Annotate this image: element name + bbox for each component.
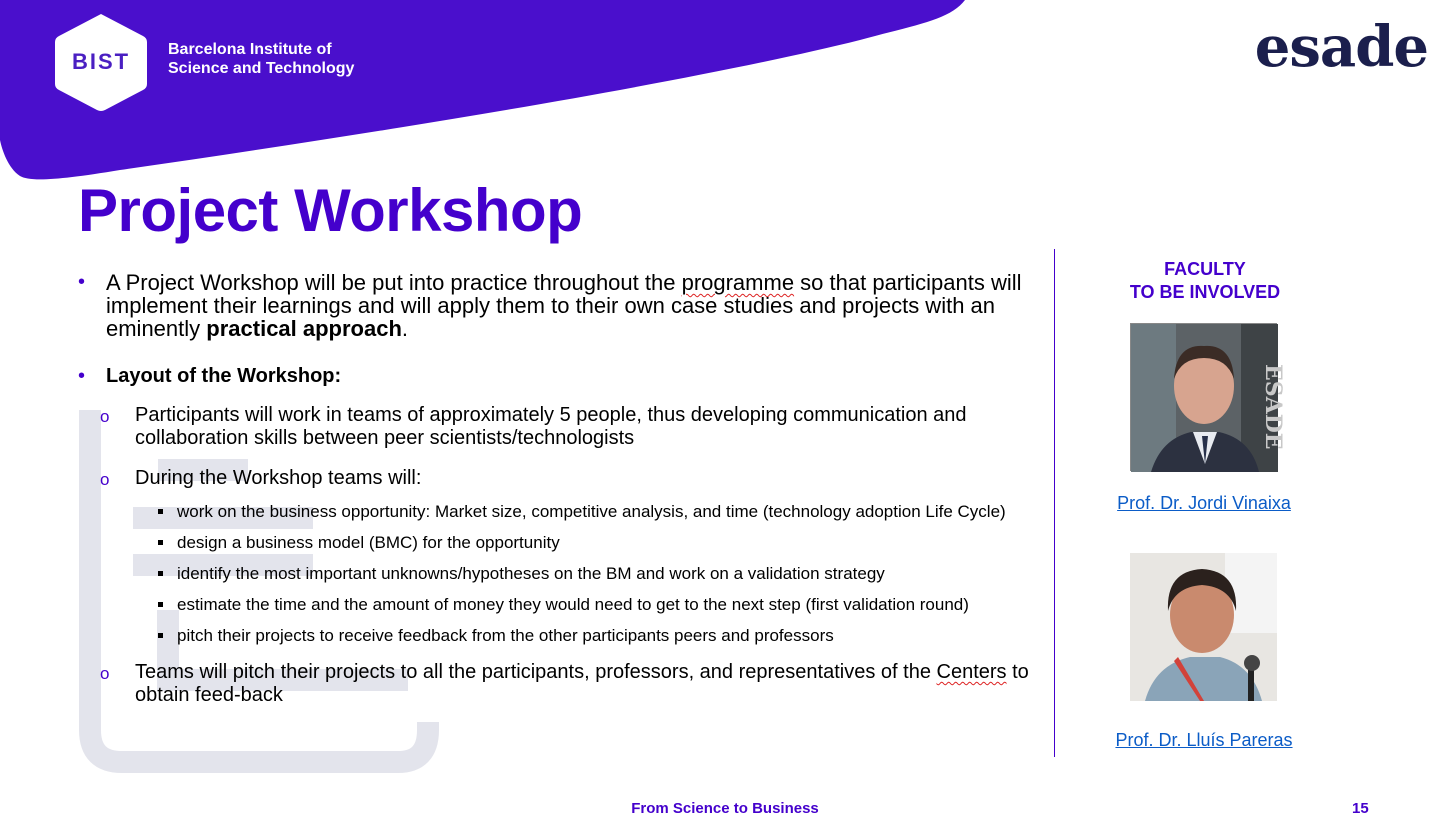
- esade-sign-text: ESADE: [1260, 364, 1286, 450]
- org-name-line1: Barcelona Institute of: [168, 41, 332, 58]
- bist-logo-text: BIST: [71, 49, 131, 74]
- vertical-divider: [1054, 249, 1055, 757]
- faculty-heading: [1100, 258, 1310, 304]
- sub-bullet-workshop: [78, 467, 1038, 490]
- header-banner: [0, 0, 1452, 200]
- intro-bullet: [78, 271, 1038, 340]
- sub-bullet-text: Teams will pitch their projects to all the participants, professors, and representatives of the: [135, 661, 937, 683]
- main-content: [78, 271, 1038, 707]
- bullet-dot-icon: •: [78, 271, 86, 293]
- task-text: estimate the time and the amount of money they would need to get to the next step (first validation round): [177, 595, 969, 614]
- page-number: 15: [1352, 800, 1369, 817]
- intro-text: A Project Workshop will be put into practice throughout the: [106, 270, 682, 295]
- sub-bullet-text: Participants will work in teams of approximately 5 people, thus developing communication and collaboration skills between peer scientists/technologists: [135, 404, 967, 449]
- sub-bullet-text: During the Workshop teams will:: [135, 467, 422, 489]
- intro-bold-text: practical approach: [206, 316, 402, 341]
- bullet-dot-icon: •: [78, 365, 86, 387]
- sub-bullet-misspelled-word: Centers: [936, 661, 1007, 683]
- faculty-link-vinaixa[interactable]: Prof. Dr. Jordi Vinaixa: [1117, 493, 1291, 513]
- task-text: work on the business opportunity: Market size, competitive analysis, and time (technology adoption Life Cycle): [177, 502, 1006, 521]
- intro-end: .: [401, 316, 409, 341]
- square-bullet-icon: [158, 602, 163, 607]
- task-text: pitch their projects to receive feedback from the other participants peers and professors: [177, 626, 834, 645]
- square-bullet-icon: [158, 509, 163, 514]
- faculty-link-pareras[interactable]: Prof. Dr. Lluís Pareras: [1115, 730, 1293, 750]
- intro-text-cont: so that participants will implement their learnings and will apply them to their own case studies and projects with an eminently: [106, 270, 1022, 341]
- org-name-line2: Science and Technology: [168, 60, 355, 77]
- task-item: [78, 563, 1038, 585]
- circle-bullet-icon: o: [100, 470, 110, 489]
- square-bullet-icon: [158, 633, 163, 638]
- square-bullet-icon: [158, 540, 163, 545]
- layout-heading: Layout of the Workshop:: [106, 365, 342, 387]
- faculty-heading-line1: FACULTY: [1164, 259, 1246, 279]
- sub-bullet-teams: [78, 404, 1038, 450]
- task-item: [78, 532, 1038, 554]
- esade-logo: esade: [1254, 14, 1428, 80]
- task-text: design a business model (BMC) for the opportunity: [177, 533, 560, 552]
- sub-bullet-text-cont: to obtain feed-back: [135, 661, 1029, 706]
- task-text: identify the most important unknowns/hypotheses on the BM and work on a validation strategy: [177, 564, 885, 583]
- faculty-photo-pareras: [1130, 553, 1277, 701]
- footer-tagline: From Science to Business: [631, 800, 819, 817]
- task-item: [78, 594, 1038, 616]
- slide-title: Project Workshop: [78, 177, 583, 244]
- square-bullet-icon: [158, 571, 163, 576]
- org-name: [168, 40, 354, 78]
- intro-misspelled-word: programme: [681, 270, 795, 295]
- sub-bullet-pitch: [78, 661, 1038, 707]
- task-item: [78, 625, 1038, 647]
- task-item: [78, 501, 1038, 523]
- circle-bullet-icon: o: [100, 407, 110, 426]
- faculty-photo-vinaixa: [1130, 323, 1286, 471]
- faculty-heading-line2: TO BE INVOLVED: [1129, 282, 1281, 302]
- circle-bullet-icon: o: [100, 664, 110, 683]
- layout-bullet: [78, 365, 1038, 388]
